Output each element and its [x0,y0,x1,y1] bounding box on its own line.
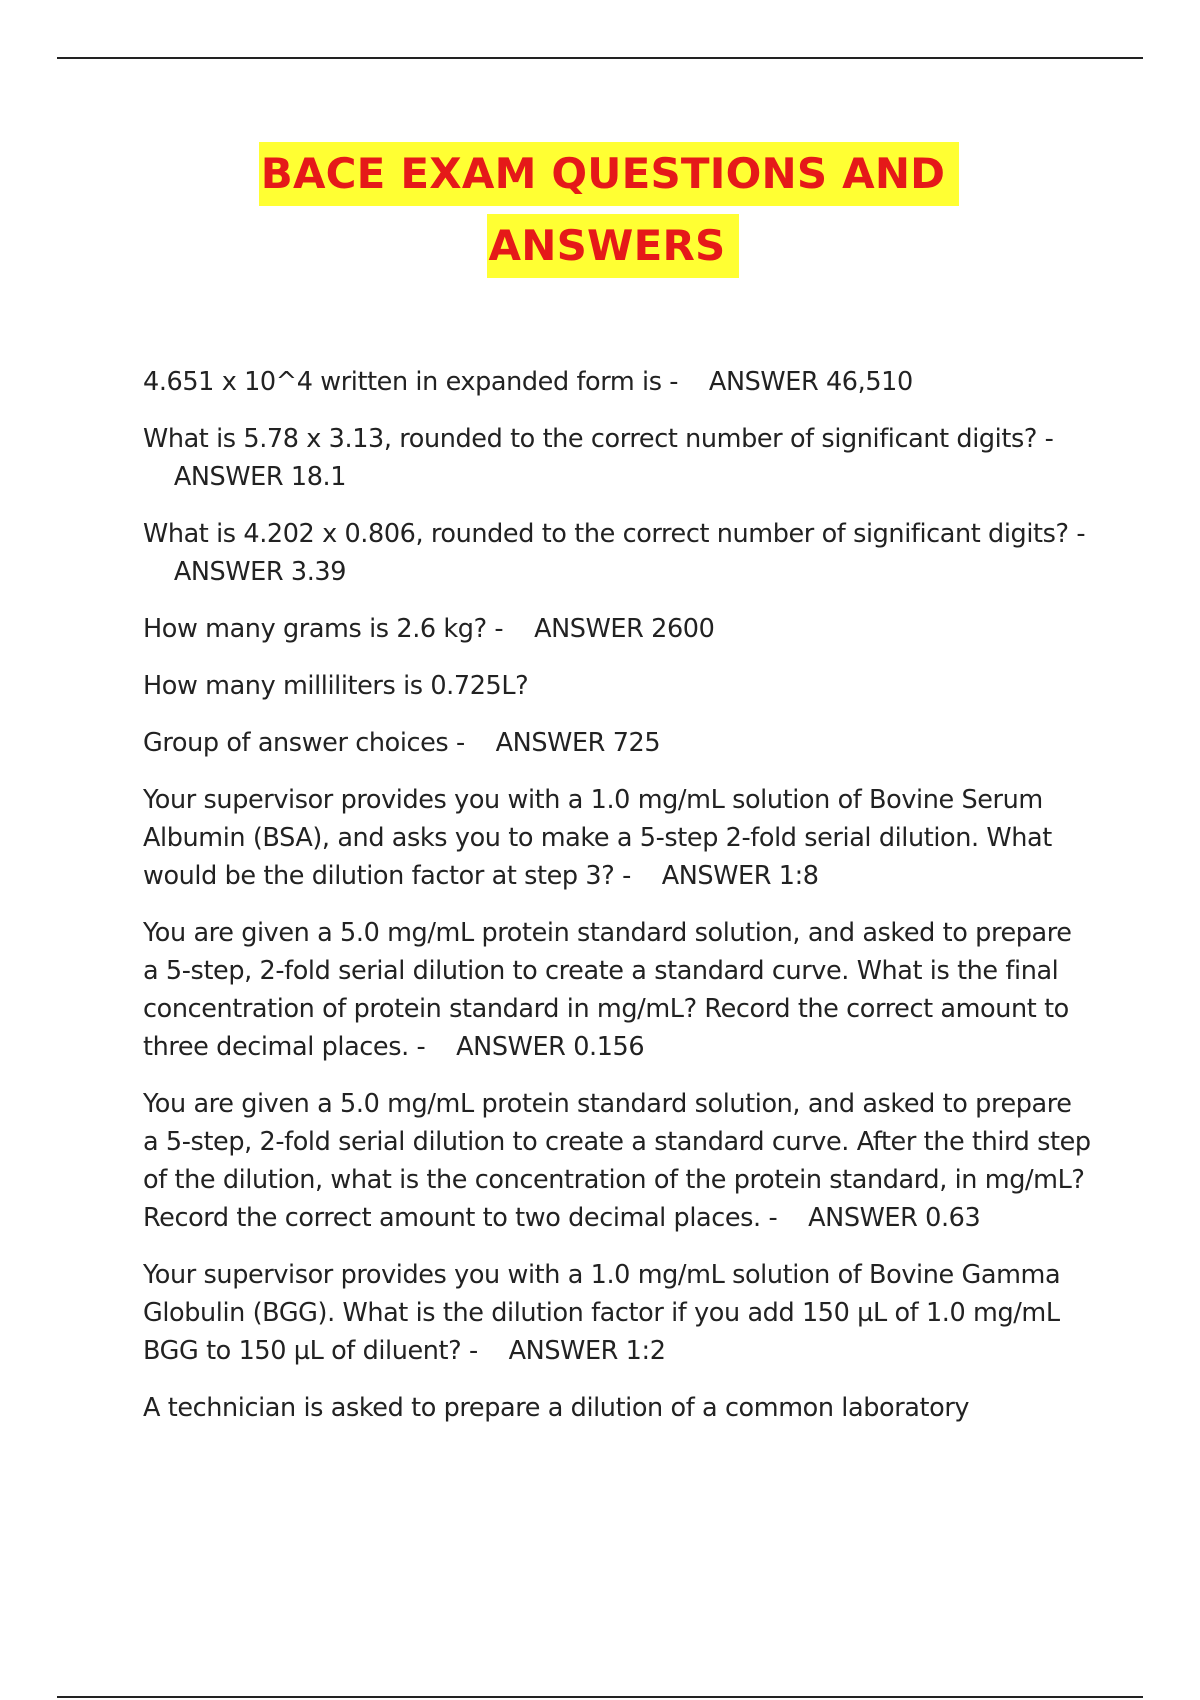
qa-item [143,515,1093,591]
question-text: A technician is asked to prepare a dilution of a common laboratory [143,1393,970,1423]
answer-text: ANSWER 1:8 [661,861,819,891]
header-rule [57,57,1143,59]
answer-text: ANSWER 18.1 [173,462,347,492]
qa-item [143,1389,1093,1427]
title-line-2: ANSWERS [487,214,740,278]
answer-text: ANSWER 1:2 [508,1336,666,1366]
title-line-1: BACE EXAM QUESTIONS AND [259,142,960,206]
qa-item [143,781,1093,895]
question-text: You are given a 5.0 mg/mL protein standard solution, and asked to prepare a 5-step, 2-fold serial dilution to create a standard curve. After the third step of the dilution, what is the concentration of the protein standard, in mg/mL? Record the correct amount to two decimal places. - [143,1089,1091,1233]
answer-text: ANSWER 725 [495,728,661,758]
qa-item [143,1256,1093,1370]
question-text: How many milliliters is 0.725L? [143,671,529,701]
qa-item [143,724,1093,762]
qa-list [143,363,1093,1446]
qa-item [143,610,1093,648]
qa-item [143,914,1093,1066]
qa-item [143,420,1093,496]
document-title [0,142,1200,278]
footer-rule [57,1696,1143,1698]
qa-item [143,667,1093,705]
answer-text: ANSWER 46,510 [708,367,913,397]
answer-text: ANSWER 0.156 [456,1032,645,1062]
question-text: How many grams is 2.6 kg? - [143,614,504,644]
answer-text: ANSWER 3.39 [173,557,347,587]
question-text: 4.651 x 10^4 written in expanded form is - [143,367,679,397]
question-text: You are given a 5.0 mg/mL protein standard solution, and asked to prepare a 5-step, 2-fold serial dilution to create a standard curve. What is the final concentration of protein standard in mg/mL? Record the correct amount to three decimal places. - [143,918,1072,1062]
question-text: What is 5.78 x 3.13, rounded to the correct number of significant digits? - [143,424,1054,454]
question-text: Your supervisor provides you with a 1.0 mg/mL solution of Bovine Gamma Globulin (BGG). What is the dilution factor if you add 150 µL of 1.0 mg/mL BGG to 150 µL of diluent? - [143,1260,1061,1366]
question-text: Group of answer choices - [143,728,465,758]
question-text: What is 4.202 x 0.806, rounded to the correct number of significant digits? - [143,519,1086,549]
qa-item [143,1085,1093,1237]
answer-text: ANSWER 2600 [534,614,715,644]
question-text: Your supervisor provides you with a 1.0 mg/mL solution of Bovine Serum Albumin (BSA), and asks you to make a 5-step 2-fold serial dilution. What would be the dilution factor at step 3? - [143,785,1052,891]
qa-item [143,363,1093,401]
answer-text: ANSWER 0.63 [808,1203,981,1233]
